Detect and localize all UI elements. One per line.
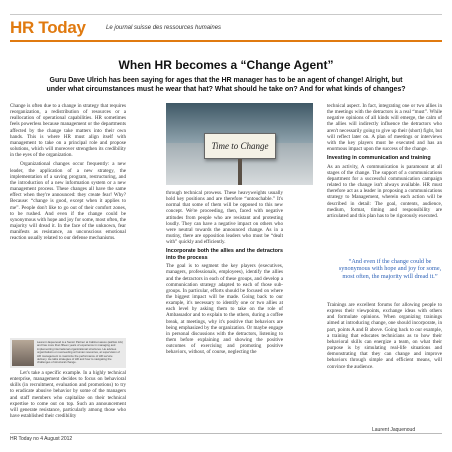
section-subhead: Investing in communication and training (327, 155, 431, 162)
paragraph: Change is often due to a change in strategy that requires reorganization, a redistribution of resources or a reallocation of operational capabilities. HR sometimes feels powerless because management or the departments affected by the change take matters into their own hands. This is where HR must align itself with management to take on a principal role and propose solutions, which will moreover strengthen its credibility in the eyes of the organization. (10, 103, 126, 159)
paragraph: Organizational changes occur frequently: a new leader, the application of a new strategy, the implementation of a saving program, restructuring, and the introduction of a new information system or a new management process. These changes all have the same effect when they're announced: they create fear! Why? Because: “change is good, except when it applies to me”. People don't like to go out of their comfort zones, to be rushed. And even if the change could be synonymous with hope and joy for some, most often, the majority will dread it. In the face of the unknown, fear manifests as resistance, an unconscious emotional reaction usually related to our defense mechanisms. (10, 161, 126, 242)
time-to-change-sign: Time to Change (204, 133, 276, 159)
section-subhead: Incorporate both the allies and the detractors into the process (166, 248, 283, 261)
article-headline: When HR becomes a “Change Agent” (118, 58, 334, 72)
footer-rule (10, 433, 442, 434)
paragraph: Let's take a specific example. In a highly technical enterprise, management decides to focus on behavioral skills (in recruitment, evaluation and promotions) to try to eradicate abusive behavior by some of the managers and staff members who capitalize on their technical expertise to come out on top. Such an announcement will generate resistance, particularly among those who have established their credibility (10, 370, 126, 420)
author-bio-text: Laurent Jaquenoud is a Senior Partner at Cabinet aaxxo (aaNxio AG) and has more than fifteen years of experience in managing and implementing international organizational structures. He advises organizations on succeeding at human resources, at supervision of HR management to maximize the performance of HR service delivery. He talks strategies of HR and how to navigating the challenges of structural change. (37, 340, 123, 365)
column-3 (327, 103, 442, 253)
pull-quote (338, 258, 442, 280)
brand-tagline: Le journal suisse des ressources humaines (106, 25, 222, 31)
author-signature: Laurent Jaquenoud (372, 427, 416, 433)
column-1 (10, 103, 126, 338)
column-1-continued (10, 370, 126, 420)
paragraph: Trainings are excellent forums for allowing people to express their viewpoints, exchange ideas with others and formulate opinions. When organizing trainings aimed at introducing change, one should incorporate, in part, points A and B above. Going back to our example, a training that educates technicians as to how their behavioral skills can energize a team, on what their purpose is by simulating real-life situations and demonstrating that they can change and improve behaviors through simple and efficient means, will convince the audience. (327, 302, 442, 370)
sign-pole (238, 159, 242, 185)
masthead-top-rule (10, 14, 442, 15)
pull-quote-text: “And even if the change could be synonymous with hope and joy for some, most often, the majority will dread it.” (338, 258, 442, 280)
article-photo (166, 103, 313, 185)
brand-logo: HR Today (10, 18, 86, 37)
author-photo (12, 340, 34, 366)
paragraph: The goal is to segment the key players (executives, managers, professionals, employees), identify the allies and the detractors in each of these groups, and develop a communication strategy adapted to each of those sub-groups. In particular, efforts should be focused on where the biggest impact will be made. Going back to our example, it's necessary to identify one or two allies at each level by asking them to take on the role of Ambassador and to explain to the others, during a coffee break, at meetings, why it's positive that behaviors are being emphasized by the organization. Or maybe engage in personal discussions with the detractors, listening to them before explaining and showing the positive outcomes of exercising and promoting positive behaviors, without, of course, neglecting the (166, 263, 283, 356)
column-2 (166, 190, 283, 415)
paragraph: technical aspect. In fact, integrating one or two allies in the meetings with the detractors is a real “must”. While negative opinions of all kinds will emerge, the calm of the allies will indirectly influence the detractors who aren't necessarily going to give up their (short) fight, but will reflect later on. A plan of meetings or interviews with the key players must be executed and has an enormous impact upon the success of the change. (327, 103, 442, 153)
masthead (10, 14, 442, 42)
paragraph: through technical prowess. These heavyweights usually hold key positions and are therefore “untouchable.” It's normal that some of them will be opposed to this new concept. We're proceeding, then, faced with negative attitudes from people who are resistant and protesting loudly. They can have a negative impact on others who were neutral towards the announced change. As in a mutiny, there are opposition leaders who must be “dealt with” quickly and efficiently. (166, 190, 283, 246)
paragraph: As an activity, A communication is paramount at all stages of the change. The support of a communications department for a successful communication campaign related to the change isn't always available. HR must therefore act as a leader in proposing a communications strategy to Management, wherein each action will be described in detail: The goal, contents, audience, medium, format, timing and responsibility are articulated and this plan has to be rigorously executed. (327, 163, 442, 219)
masthead-bottom-rule (10, 40, 442, 42)
author-bio-box (10, 338, 126, 368)
column-3-continued (327, 302, 442, 408)
page-folio: HR Today no 4 August 2012 (10, 436, 73, 442)
article-standfirst: Guru Dave Ulrich has been saying for ages that the HR manager has to be an agent of change! Alright, but under what circumstances must he wear that hat? What should he take on? And for what kinds of changes? (46, 77, 406, 93)
